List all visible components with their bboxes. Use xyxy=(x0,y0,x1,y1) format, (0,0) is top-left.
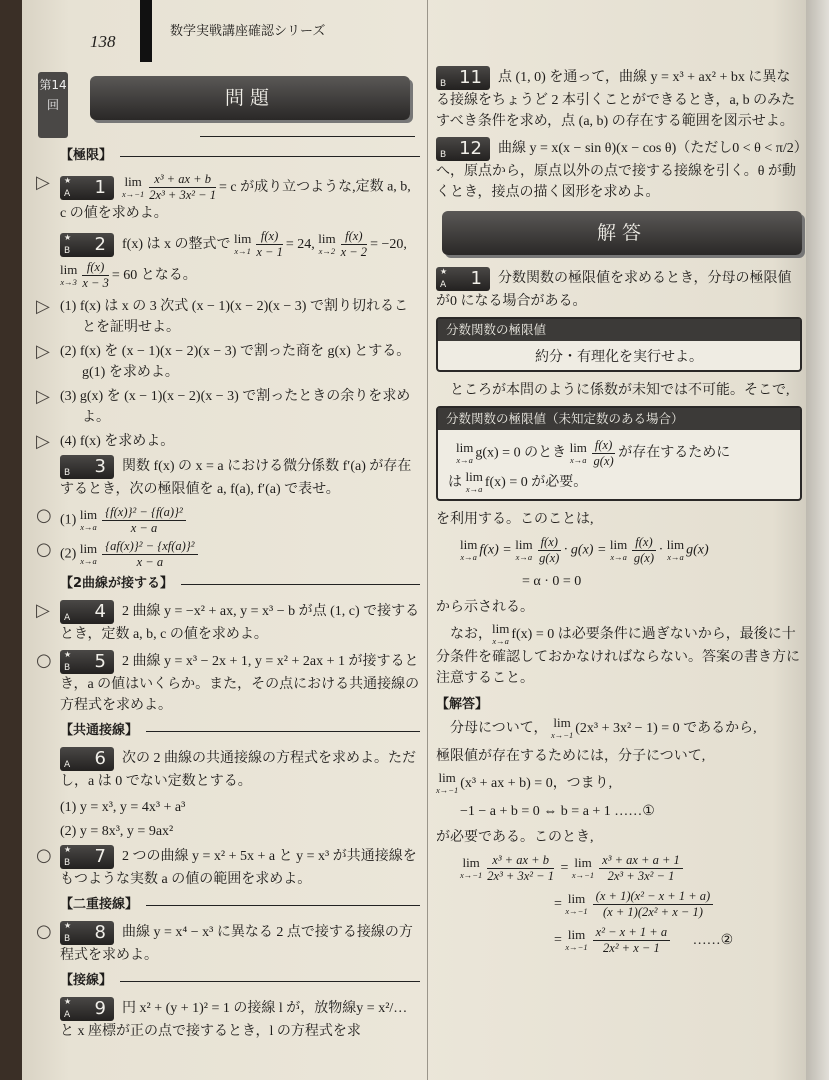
problem-badge-6: A 6 xyxy=(60,747,114,771)
heading-rule xyxy=(200,136,415,137)
answer-text: を利用する。このことは, xyxy=(436,512,594,527)
solution-line3: lim x→−1 (x³ + ax + b) = 0，つまり, xyxy=(436,770,613,795)
problem-badge-12: B 12 xyxy=(436,137,490,161)
problem-2-item-4-block xyxy=(36,431,420,452)
problem-3-item-2: ○ (2) lim x→a $\frac{\text{\{af(x)\}² − \{xf(a)\}²}}{x - a}$ xyxy=(60,539,420,570)
problem-12 xyxy=(436,137,802,203)
box-body: 約分・有理化を実行せよ。 xyxy=(535,350,703,365)
solution-line1: 分母について， lim x→−1 (2x³ + 3x² − 1) = 0 であるから, xyxy=(450,715,757,740)
problem-badge-4: A 4 xyxy=(60,600,114,624)
problem-2 xyxy=(60,229,420,291)
problem-6-item-1-block xyxy=(60,797,420,818)
equation-limit-product: lim x→a f(x) = lim x→a $\frac{f(x)}{g(x)}$ · g(x) = lim x→a $\frac{f(x)}{g(x)}$ · lim x→a g(x) xyxy=(460,535,709,565)
problem-6-item-1: (1) y = x³, y = 4x³ + a³ xyxy=(60,800,186,815)
solution-equation-2: = lim x→−1 $\frac{\text{(x + 1)(x² − x + 1 + a)}}{\text{(x + 1)(2x² + x − 1)}}$ xyxy=(436,889,802,920)
section-label: 【共通接線】 xyxy=(60,723,139,738)
answer-badge-1: ★ A 1 xyxy=(436,267,490,291)
answer-1-intro xyxy=(436,267,802,312)
section-rule xyxy=(181,584,420,585)
problem-12-line1: 曲線 y = x(x − sin θ)(x − cos θ)（ただし xyxy=(498,141,733,157)
section-label: 【接線】 xyxy=(60,973,113,988)
problem-badge-11: B 11 xyxy=(436,66,490,90)
problem-11-line3: たすべき条件を求め，点 (a, b) の存在する範囲を図示せよ。 xyxy=(436,93,796,129)
solution-line5: が必要である。このとき, xyxy=(436,830,594,845)
handwritten-triangle-icon: ▷ xyxy=(36,296,50,317)
problem-6-item-2-block xyxy=(60,821,420,842)
answer-text: から示される。 xyxy=(436,600,534,615)
next-page-edge xyxy=(806,0,829,1080)
answers-heading: 解答 xyxy=(442,211,802,255)
problem-8-line2: 方程式を求めよ。 xyxy=(60,925,413,963)
handwritten-circle-icon: ○ xyxy=(36,539,52,560)
problem-11 xyxy=(436,66,802,132)
solution-equation-3: = lim x→−1 $\frac{\text{x² − x + 1 + a}}{\text{2x² + x − 1}}$ ……② xyxy=(554,925,734,955)
page-number: 138 xyxy=(90,32,116,51)
handwritten-circle-icon: ○ xyxy=(36,505,52,526)
problem-8-line1: 曲線 y = x⁴ − x³ に異なる 2 点で接する接線の xyxy=(122,925,399,941)
answer-text: ところが本問のように係数が未知では不可能。そこで, xyxy=(450,383,790,398)
problem-5 xyxy=(36,650,420,716)
problem-5-line1: 2 曲線 y = x³ − 2x + 1, y = x² + 2ax + 1 が接 xyxy=(122,654,377,670)
handwritten-triangle-icon: ▷ xyxy=(36,600,50,621)
problem-9 xyxy=(60,997,420,1042)
handwritten-triangle-icon: ▷ xyxy=(36,386,50,407)
level-label: A xyxy=(64,188,71,199)
handwritten-circle-icon: ○ xyxy=(36,650,52,671)
problem-badge-3: B 3 xyxy=(60,455,114,479)
section-limits xyxy=(60,146,420,166)
solution-equation-1: lim x→−1 $\frac{\text{x³ + ax + b}}{\text{2x³ + 3x² − 1}}$ = lim x→−1 $\frac{\text{x³ + ax + a + 1}}{\text{2x³ + 3x² − 1}}$ xyxy=(436,853,802,884)
section-label: 【二重接線】 xyxy=(60,897,139,912)
solution-line4: −1 − a + b = 0 ⇔ b = a + 1 ……① xyxy=(460,804,655,819)
problem-1-line2: 定数 a, b, c の値を求めよ。 xyxy=(60,179,411,221)
problem-badge-7: ★ B 7 xyxy=(60,845,114,869)
handwritten-circle-icon: ○ xyxy=(36,921,52,942)
problem-2-item-1-block xyxy=(36,296,420,338)
problem-2-item-1: (1) f(x) は x の 3 次式 (x − 1)(x − 2)(x − 3) で割り切れ xyxy=(60,299,380,314)
problem-8 xyxy=(36,921,420,966)
column-divider xyxy=(427,0,428,1080)
answer-note-line3: 方に注意すること。 xyxy=(436,650,800,686)
problem-badge-2: ★ B 2 xyxy=(60,233,114,257)
problem-12-line2: 0 < θ < π/2）へ，原点から，原点以外の点で接する接線を xyxy=(436,141,801,179)
problem-7 xyxy=(36,845,420,890)
section-common-tangent xyxy=(60,721,420,741)
right-column xyxy=(436,66,802,961)
problem-1-statement: lim x→−1 $\frac{\text{x³ + ax + b}}{\text{2x³ + 3x² − 1}}$ = c が成り立つような, xyxy=(122,172,356,202)
section-label: 【2曲線が接する】 xyxy=(60,576,174,591)
problem-4 xyxy=(36,600,420,645)
problem-badge-9: ★ A 9 xyxy=(60,997,114,1021)
box-title: 分数関数の極限値（未知定数のある場合） xyxy=(438,408,800,430)
problem-2-item-1-cont: ることを証明せよ。 xyxy=(82,299,408,335)
problem-5-line3: 接線の方程式を求めよ。 xyxy=(60,677,420,713)
problem-11-line1: 点 (1, 0) を通って，曲線 y = x³ + ax² + bx に異 xyxy=(498,70,777,86)
problem-badge-5: ★ B 5 xyxy=(60,650,114,674)
problem-2-item-2-cont: する。g(1) を求めよ。 xyxy=(82,344,411,380)
section-tangent xyxy=(60,971,420,991)
box-body-line1: lim x→a g(x) = 0 のとき lim x→a $\frac{f(x)}{g(x)}$ が存在するために xyxy=(456,438,731,468)
problem-2-line2: lim x→2 $\frac{f(x)}{x - 2}$ = −20, lim x→3 $\frac{f(x)}{x - 3}$ = 60 となる。 xyxy=(60,229,407,290)
section-rule xyxy=(120,156,420,157)
section-rule xyxy=(146,731,420,732)
problem-3-line2: 在するとき，次の極限値を a, f(a), f′(a) で表せ。 xyxy=(60,459,412,497)
problem-9-line1: 円 x² + (y + 1)² = 1 の接線 l が，放物線 xyxy=(122,1001,357,1017)
solution-heading: 【解答】 xyxy=(436,697,489,712)
section-rule xyxy=(146,905,420,906)
problem-5-line2: するとき，a の値はいくらか。また，その点における共通 xyxy=(60,654,419,692)
key-point-box-1 xyxy=(436,317,802,372)
problem-6-item-2: (2) y = 8x³, y = 9ax² xyxy=(60,824,174,839)
problem-2-item-3-cont: 求めよ。 xyxy=(82,389,411,425)
problem-2-item-2: (2) f(x) を (x − 1)(x − 2)(x − 3) で割った商を g(x) と xyxy=(60,344,369,359)
chapter-tab: 第14回 xyxy=(38,72,68,138)
handwritten-triangle-icon: ▷ xyxy=(36,172,50,193)
problem-9-line2: y = x²/… と x 座標が正の点で接するとき，l の方程式を求 xyxy=(60,1001,408,1039)
answer-note-line1: なお， xyxy=(450,627,492,643)
problem-3-item-1: ○ (1) lim x→a $\frac{\text{\{f(x)\}² − \{f(a)\}²}}{x - a}$ xyxy=(60,505,420,536)
problem-6 xyxy=(60,747,420,792)
problem-2-item-3: (3) g(x) を (x − 1)(x − 2)(x − 3) で割ったときの余りを xyxy=(60,389,383,404)
handwritten-circle-icon: ○ xyxy=(36,845,52,866)
problem-2-item-3-block xyxy=(36,386,420,428)
problem-2-statement: f(x) は x の整式で lim x→1 $\frac{f(x)}{x - 1}$ = 24, xyxy=(122,229,315,259)
box-body-line2: は lim x→a f(x) = 0 が必要。 xyxy=(448,469,588,494)
bookmark-strip xyxy=(140,0,152,62)
problem-number: 1 xyxy=(94,176,106,198)
section-double-tangent xyxy=(60,895,420,915)
star-icon: ★ xyxy=(64,175,72,185)
problems-column xyxy=(36,142,420,1047)
problem-6-line1: 次の 2 曲線の共通接線の方程式を求めよ。ただ xyxy=(122,751,416,767)
problem-badge-1 xyxy=(60,176,114,200)
handwritten-triangle-icon: ▷ xyxy=(36,431,50,452)
problem-7-line2: 線をもつような実数 a の値の範囲を求めよ。 xyxy=(60,849,417,887)
problem-3-line1: 関数 f(x) の x = a における微分係数 f′(a) が存 xyxy=(122,459,398,475)
answer-1-line2: 0 になる場合がある。 xyxy=(450,294,587,309)
section-rule xyxy=(120,981,420,982)
problem-12-line3: 引く。θ が動くとき，接点の描く図形を求めよ。 xyxy=(436,164,796,200)
problem-4-line1: 2 曲線 y = −x² + ax, y = x³ − b が点 (1, c) で xyxy=(122,604,378,620)
answer-note-line2: に十分条件を確認しておかなければならない。答案の書き xyxy=(436,627,796,665)
answer-1-line1: 分数関数の極限値を求めるとき，分母の極限値が xyxy=(436,271,792,309)
problems-heading: 問題 xyxy=(90,76,410,120)
section-label: 【極限】 xyxy=(60,148,113,163)
problem-7-line1: 2 つの曲線 y = x² + 5x + a と y = x³ が共通接 xyxy=(122,849,389,865)
problem-2-item-4: (4) f(x) を求めよ。 xyxy=(60,434,175,449)
handwritten-triangle-icon: ▷ xyxy=(36,341,50,362)
problem-6-line2: し，a は 0 でない定数とする。 xyxy=(60,774,252,789)
equation-result: = α · 0 = 0 xyxy=(522,574,582,589)
box-title: 分数関数の極限値 xyxy=(438,319,800,341)
problem-2-item-2-block xyxy=(36,341,420,383)
problem-3 xyxy=(60,455,420,500)
series-title: 数学実戦講座確認シリーズ xyxy=(170,24,326,39)
answer-note: なお， lim x→a f(x) = 0 は必要条件に過ぎないから，最後に十分条件を確認しておかなければならない。答案の書き方に注意すること。 xyxy=(436,621,800,686)
problem-11-line2: なる接線をちょうど 2 本引くことができるとき，a, b のみ xyxy=(436,70,791,108)
solution-line2: 極限値が存在するためには，分子について, xyxy=(436,749,706,764)
problem-badge-8: ★ B 8 xyxy=(60,921,114,945)
key-point-box-2 xyxy=(436,406,802,501)
problem-4-line2: 接するとき，定数 a, b, c の値を求めよ。 xyxy=(60,604,420,642)
section-two-curves-tangent xyxy=(60,574,420,594)
problem-1 xyxy=(36,172,420,224)
